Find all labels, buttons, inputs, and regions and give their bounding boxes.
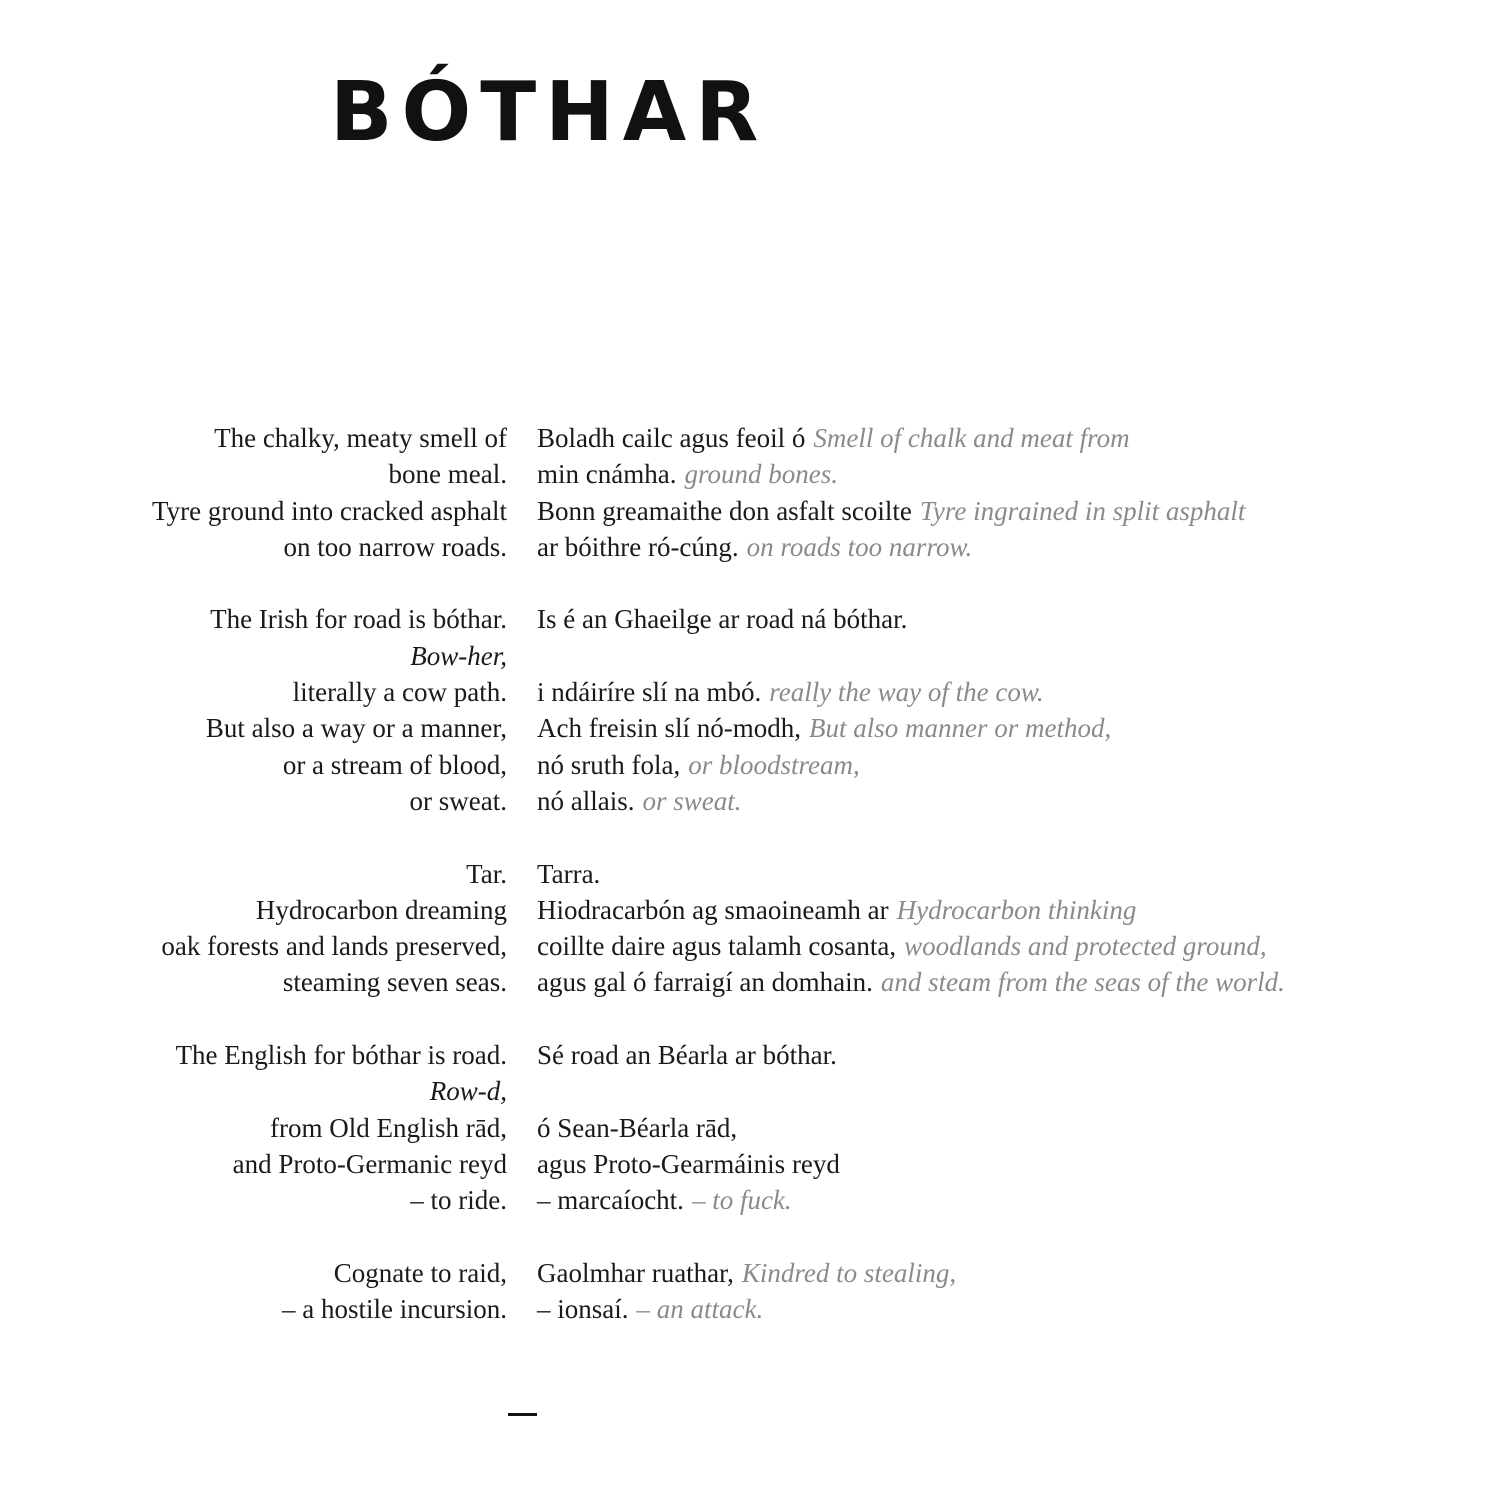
irish-text: Ach freisin slí nó-modh,: [537, 713, 801, 744]
english-line: But also a way or a manner,: [205, 713, 507, 744]
irish-line: [537, 420, 1130, 456]
translation-gloss: really the way of the cow.: [769, 677, 1044, 708]
english-pronunciation: Bow-her,: [410, 640, 507, 671]
irish-line: [537, 1037, 837, 1073]
translation-gloss: Kindred to stealing,: [741, 1257, 957, 1288]
irish-text: coillte daire agus talamh cosanta,: [537, 931, 897, 962]
irish-text: Gaolmhar ruathar,: [537, 1257, 734, 1288]
irish-text: Is é an Ghaeilge ar road ná bóthar.: [537, 604, 908, 635]
end-of-poem-rule: [508, 1413, 537, 1416]
irish-line: [537, 1146, 840, 1182]
poem-line: [0, 1073, 1500, 1109]
poem-line: [0, 456, 1500, 492]
english-line: Hydrocarbon dreaming: [255, 894, 507, 925]
english-line: – a hostile incursion.: [282, 1294, 507, 1325]
irish-text: i ndáiríre slí na mbó.: [537, 677, 762, 708]
poem-line: [0, 601, 1500, 637]
irish-text: Bonn greamaithe don asfalt scoilte: [537, 495, 912, 526]
poem-line: [0, 1146, 1500, 1182]
english-line: – to ride.: [410, 1185, 507, 1216]
english-line: The Irish for road is bóthar.: [210, 604, 507, 635]
irish-text: ar bóithre ró-cúng.: [537, 531, 739, 562]
english-line: Tyre ground into cracked asphalt: [152, 495, 507, 526]
english-line: Tar.: [466, 858, 507, 889]
translation-gloss: But also manner or method,: [808, 713, 1112, 744]
poem-line: [0, 1291, 1500, 1327]
irish-text: min cnámha.: [537, 459, 677, 490]
irish-text: nó allais.: [537, 785, 635, 816]
translation-gloss: Tyre ingrained in split asphalt: [919, 495, 1246, 526]
stanza-break: [0, 1219, 1500, 1255]
translation-gloss: on roads too narrow.: [746, 531, 973, 562]
irish-line: [537, 674, 1044, 710]
english-line: oak forests and lands preserved,: [161, 931, 507, 962]
poem-line: [0, 1037, 1500, 1073]
irish-text: agus gal ó farraigí an domhain.: [537, 967, 873, 998]
irish-line: [537, 710, 1111, 746]
irish-text: Sé road an Béarla ar bóthar.: [537, 1040, 837, 1071]
poem-line: [0, 783, 1500, 819]
irish-line: [537, 964, 1285, 1000]
english-line: or sweat.: [409, 785, 507, 816]
poem-line: [0, 674, 1500, 710]
irish-line: [537, 1291, 763, 1327]
poem-line: [0, 928, 1500, 964]
poem-line: [0, 747, 1500, 783]
english-line: The chalky, meaty smell of: [214, 423, 507, 453]
poem-line: [0, 1182, 1500, 1218]
poem-line: [0, 529, 1500, 565]
poem-line: [0, 1255, 1500, 1291]
english-line: steaming seven seas.: [282, 967, 507, 998]
translation-gloss: Smell of chalk and meat from: [813, 423, 1130, 453]
irish-text: ó Sean-Béarla rād,: [537, 1112, 738, 1143]
poem-line: [0, 710, 1500, 746]
irish-text: Boladh cailc agus feoil ó: [537, 423, 806, 453]
poem-title: BÓTHAR: [330, 65, 768, 160]
poem-line: [0, 638, 1500, 674]
poem-line: [0, 1110, 1500, 1146]
irish-text: agus Proto-Gearmáinis reyd: [537, 1148, 840, 1179]
irish-text: – ionsaí.: [537, 1294, 629, 1325]
english-line: Cognate to raid,: [333, 1257, 507, 1288]
stanza-break: [0, 819, 1500, 855]
english-pronunciation: Row-d,: [429, 1076, 507, 1107]
irish-text: Tarra.: [537, 858, 601, 889]
irish-line: [537, 747, 860, 783]
irish-line: [537, 529, 972, 565]
translation-gloss: – to fuck.: [691, 1185, 792, 1216]
irish-line: [537, 456, 838, 492]
irish-line: [537, 783, 742, 819]
translation-gloss: ground bones.: [684, 459, 838, 490]
irish-line: [537, 601, 907, 637]
english-line: and Proto-Germanic reyd: [232, 1148, 507, 1179]
english-line: or a stream of blood,: [282, 749, 507, 780]
poem-line: [0, 856, 1500, 892]
irish-text: nó sruth fola,: [537, 749, 681, 780]
translation-gloss: or bloodstream,: [688, 749, 860, 780]
translation-gloss: or sweat.: [642, 785, 742, 816]
irish-text: – marcaíocht.: [537, 1185, 684, 1216]
stanza-break: [0, 565, 1500, 601]
translation-gloss: and steam from the seas of the world.: [880, 967, 1285, 998]
translation-gloss: woodlands and protected ground,: [904, 931, 1267, 962]
irish-line: [537, 856, 600, 892]
irish-text: Hiodracarbón ag smaoineamh ar: [537, 894, 889, 925]
irish-line: [537, 1182, 792, 1218]
poem-line: [0, 493, 1500, 529]
english-line: on too narrow roads.: [283, 531, 507, 562]
poem-line: [0, 964, 1500, 1000]
english-line: bone meal.: [388, 459, 507, 490]
english-line: from Old English rād,: [270, 1112, 507, 1143]
translation-gloss: Hydrocarbon thinking: [896, 894, 1137, 925]
english-line: literally a cow path.: [292, 677, 507, 708]
english-line: The English for bóthar is road.: [175, 1040, 507, 1071]
poem-body: [0, 420, 1500, 1327]
stanza-break: [0, 1001, 1500, 1037]
irish-line: [537, 1255, 956, 1291]
irish-line: [537, 1110, 737, 1146]
translation-gloss: – an attack.: [636, 1294, 764, 1325]
irish-line: [537, 493, 1245, 529]
irish-line: [537, 928, 1267, 964]
irish-line: [537, 892, 1136, 928]
poem-line: [0, 420, 1500, 456]
poem-line: [0, 892, 1500, 928]
